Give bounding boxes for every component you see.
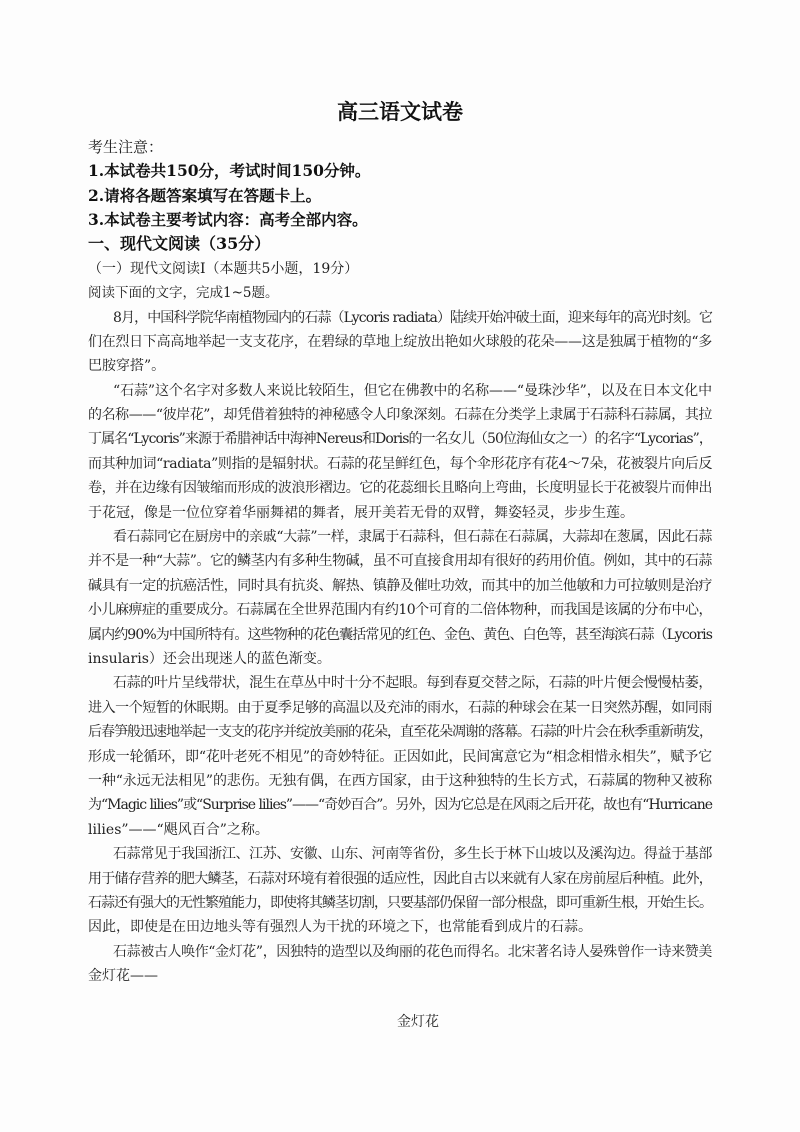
passage-line: 石蒜被古人唤作“金灯花”，因独特的造型以及绚丽的花色而得名。北宋著名诗人晏殊曾作一诗来赞美 [113, 943, 712, 960]
passage-line: 并不是一种“大蒜”。它的鳞茎内有多种生物碱，虽不可直接食用却有很好的药用价值。例如，其中的石蒜 [88, 553, 712, 570]
passage-line: 而其种加词“radiata”则指的是辐射状。石蒜的花呈鲜红色，每个伞形花序有花4～7朵，花被裂片向后反 [88, 455, 712, 472]
passage-line: 金灯花—— [88, 968, 158, 985]
passage-paragraph-1 [88, 306, 712, 379]
passage-line: 一种“永远无法相见”的悲伤。无独有偶，在西方国家，由于这种独特的生长方式，石蒜属的物种又被称 [88, 772, 712, 789]
section-heading: 一、现代文阅读（35分） [88, 234, 271, 254]
passage-line: 于花冠，像是一位位穿着华丽舞裙的舞者，展开美若无骨的双臂，舞姿轻灵，步步生莲。 [88, 504, 634, 521]
passage-line: 8月，中国科学院华南植物园内的石蒜（Lycoris radiata）陆续开始冲破土面，迎来每年的高光时刻。它 [113, 309, 712, 326]
passage-line: 石蒜常见于我国浙江、江苏、安徽、山东、河南等省份，多生长于林下山坡以及溪沟边。得益于基部 [113, 846, 712, 863]
passage-line: 的名称——“彼岸花”，却凭借着独特的神秘感令人印象深刻。石蒜在分类学上隶属于石蒜科石蒜属，其拉 [88, 407, 712, 424]
notice-heading: 考生注意： [88, 137, 164, 156]
passage-paragraph-5 [88, 842, 712, 940]
reading-instruction: 阅读下面的文字，完成1~5题。 [88, 285, 279, 302]
passage-line: 因此，即使是在田边地头等有强烈人为干扰的环境之下，也常能看到成片的石蒜。 [88, 919, 592, 936]
notice-item: 3.本试卷主要考试内容：高考全部内容。 [88, 209, 368, 229]
passage-paragraph-6 [88, 940, 712, 989]
passage [88, 306, 712, 989]
passage-line: “石蒜”这个名字对多数人来说比较陌生，但它在佛教中的名称——“曼珠沙华”，以及在日本文化中 [113, 382, 712, 399]
passage-line: 石蒜还有强大的无性繁殖能力，即使将其鳞茎切割，只要基部仍保留一部分根盘，即可重新生根，开始生长。 [88, 894, 712, 911]
passage-line: 看石蒜同它在厨房中的亲戚“大蒜”一样，隶属于石蒜科，但石蒜在石蒜属，大蒜却在葱属，因此石蒜 [113, 529, 712, 546]
passage-line: 小儿麻痹症的重要成分。石蒜属在全世界范围内有约10个可育的二倍体物种，而我国是该属的分布中心， [88, 602, 712, 619]
passage-line: insularis）还会出现迷人的蓝色渐变。 [88, 651, 331, 667]
passage-line: 们在烈日下高高地举起一支支花序，在碧绿的草地上绽放出艳如火球般的花朵——这是独属于植物的“多 [88, 333, 712, 350]
exam-title: 高三语文试卷 [337, 99, 463, 124]
notice-item: 2.请将各题答案填写在答题卡上。 [88, 185, 322, 205]
candidate-notice [88, 135, 712, 233]
poem-title: 金灯花 [397, 1014, 439, 1030]
passage-paragraph-3 [88, 525, 712, 671]
exam-content [88, 135, 712, 989]
passage-line: 为“Magic lilies”或“Surprise lilies”——“奇妙百合”。另外，因为它总是在风雨之后开花，故也有“Hurricane [88, 797, 712, 814]
passage-line: lilies”——“飓风百合”之称。 [88, 821, 269, 838]
passage-paragraph-2 [88, 379, 712, 525]
passage-line: 用于储存营养的肥大鳞茎，石蒜对环境有着很强的适应性，因此自古以来就有人家在房前屋后种植。此外， [88, 870, 712, 887]
passage-line: 石蒜的叶片呈线带状，混生在草丛中时十分不起眼。每到春夏交替之际，石蒜的叶片便会慢慢枯萎， [113, 675, 712, 692]
passage-line: 后春笋般迅速地举起一支支的花序并绽放美丽的花朵，直至花朵凋谢的落幕。石蒜的叶片会在秋季重新萌发， [88, 724, 712, 741]
section-subheading: （一）现代文阅读Ⅰ（本题共5小题，19分） [88, 260, 359, 277]
notice-item: 1.本试卷共150分，考试时间150分钟。 [88, 161, 371, 181]
passage-line: 碱具有一定的抗癌活性，同时具有抗炎、解热、镇静及催吐功效，而其中的加兰他敏和力可拉敏则是治疗 [88, 577, 712, 594]
passage-line: 属内约90%为中国所特有。这些物种的花色囊括常见的红色、金色、黄色、白色等，甚至海滨石蒜（Lycoris [88, 626, 712, 643]
section-header [88, 232, 712, 305]
passage-paragraph-4 [88, 671, 712, 842]
passage-line: 进入一个短暂的休眠期。由于夏季足够的高温以及充沛的雨水，石蒜的种球会在某一日突然苏醒，如同雨 [88, 699, 712, 716]
passage-line: 巴胺穿搭”。 [88, 358, 166, 375]
passage-line: 卷，并在边缘有因皱缩而形成的波浪形褶边。它的花蕊细长且略向上弯曲，长度明显长于花被裂片而伸出 [88, 480, 712, 497]
passage-line: 丁属名“Lycoris”来源于希腊神话中海神Nereus和Doris的一名女儿（50位海仙女之一）的名字“Lycorias”， [88, 431, 712, 448]
passage-line: 形成一轮循环，即“花叶老死不相见”的奇妙特征。正因如此，民间寓意它为“相念相惜永相失”，赋予它 [88, 748, 712, 765]
